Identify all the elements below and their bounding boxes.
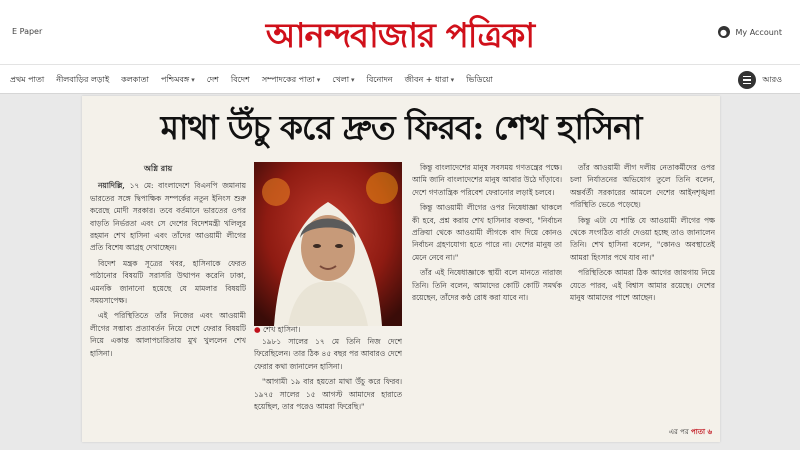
article-column-1 — [90, 162, 246, 438]
nav-item-label: বিনোদন — [366, 74, 393, 84]
chevron-down-icon: ▾ — [450, 75, 455, 84]
nav-item-label: পশ্চিমবঙ্গ — [160, 74, 190, 84]
nav-item-label: সম্পাদকের পাতা — [261, 74, 315, 84]
article-paragraph: তাঁর এই নিষেধাজ্ঞাকে স্থায়ী বলে মানতে নারাজ তিনি। তিনি বলেন, আমাদের কোটি কোটি সমর্থক রয়েছেন, তাঁদের কণ্ঠ রোধ করা যাবে না। — [412, 268, 562, 303]
nav-item[interactable] — [56, 74, 109, 87]
masthead-logo[interactable]: আনন্দবাজার পত্রিকা — [265, 16, 535, 56]
article-photo — [254, 162, 402, 326]
nav-item-label: নীলবাড়ির লড়াই — [56, 74, 110, 84]
article-paragraph: কিন্তু এটা যে শান্তি যে আওয়ামী লীগের পক্ষ থেকে সংগঠিত বার্তা দেওয়া হচ্ছে তাও জানালেন তিনি। শেখ হাসিনা বলেন, "কোনও অবস্থাতেই আমরা হিংসার পথে যাব না।" — [570, 215, 715, 262]
nav-item[interactable] — [10, 74, 44, 87]
epaper-article — [82, 96, 720, 442]
article-paragraph: বিদেশ মন্ত্রক সূত্রের খবর, হাসিনাকে ফেরত পাঠানোর বিষয়টি সরাসরি উত্থাপন করেনি ঢাকা, এমনকি জানানো হয়েছে যে মামলার বিষয়টি সময়সাপেক্ষ। — [90, 258, 246, 306]
chevron-down-icon: ▾ — [191, 75, 195, 84]
article-headline: মাথা উঁচু করে দ্রুত ফিরব: শেখ হাসিনা — [160, 108, 642, 147]
my-account-button[interactable] — [718, 26, 782, 38]
article-paragraph: ১৯৮১ সালের ১৭ মে তিনি নিজ দেশে ফিরেছিলেন। তার ঠিক ৪৫ বছর পর আবারও দেশে ফেরার কথা জানালেন হাসিনা। — [254, 337, 402, 371]
article-paragraph: নয়াদিল্লি, ১৭ মে: বাংলাদেশে বিএনপি জমানায় ভারতের সঙ্গে দ্বিপাক্ষিক সম্পর্কের নতুন ইনিংস শুরু করেছে মোদী সরকার। তবে বর্তমানে ভারতের ওপর বাড়তি নির্ভরতা এবং সে দেশের বিদেশমন্ত্রী খলিলুর রহমান শেখ হাসিনা এবং তাঁদের আওয়ামী লীগের প্রতি বিশেষ আগ্রহ দেখাচ্ছেন। — [90, 181, 246, 253]
my-account-label: My Account — [735, 27, 782, 37]
nav-item[interactable] — [207, 74, 219, 87]
nav-item[interactable] — [161, 74, 195, 87]
article-paragraph: কিন্তু বাংলাদেশের মানুষ সবসময় গণতন্ত্রের পক্ষে। আমি জানি বাংলাদেশের মানুষ আবার উঠে দাঁড়াবে। দেশে গণতান্ত্রিক পরিবেশ ফেরানোর লড়াই চলবে। — [412, 163, 562, 197]
nav-item-label: ভিডিয়ো — [466, 74, 493, 84]
article-paragraph: পরিস্থিতিকে আমরা ঠিক আগের জায়গায় নিয়ে যেতে পারব, এই বিশ্বাস আমার রয়েছে। দেশের মানুষ আমাদের পাশে আছেন। — [570, 268, 715, 303]
epaper-link[interactable]: E Paper — [12, 27, 43, 36]
nav-item[interactable] — [405, 74, 455, 87]
article-column-4 — [570, 162, 715, 438]
nav-item-label: জীবন + ধারা — [404, 74, 449, 84]
nav-items — [10, 65, 505, 95]
main-nav — [0, 64, 800, 94]
site-header — [0, 0, 800, 64]
nav-item-label: দেশ — [206, 74, 219, 84]
article-paragraph: তাঁর আওয়ামী লীগ দলীয় নেতাকর্মীদের ওপর চলা নির্যাতনের অভিযোগ তুলে তিনি বলেন, অন্তর্বর্তী সরকারের আমলে দেশের আইনশৃঙ্খলা পরিস্থিতি ভেঙে পড়েছে। — [570, 163, 715, 210]
dateline: নয়াদিল্লি, — [98, 181, 125, 191]
hamburger-icon — [738, 71, 756, 89]
nav-item-label: বিদেশ — [230, 74, 250, 84]
nav-item-label: খেলা — [332, 74, 350, 84]
caption-text: শেখ হাসিনা। — [262, 325, 301, 334]
chevron-down-icon: ▾ — [316, 75, 321, 84]
article-paragraph: কিন্তু আওয়ামী লীগের ওপর নিষেধাজ্ঞা থাকলে কী হবে, প্রশ্ন করায় শেখ হাসিনার বক্তব্য, "নির্বাচন প্রক্রিয়া থেকে আওয়ামী লীগকে বাদ দিয়ে কোনও নির্বাচন গ্রহণযোগ্য হতে পারে না। দেশের মানুষ তা মেনে নেবে না।" — [412, 203, 562, 262]
article-paragraph: এই পরিস্থিতিতে তাঁর নিজের এবং আওয়ামী লীগের সম্ভাব্য প্রত্যাবর্তন নিয়ে দেশে ফেরার বিষয়টি নিয়ে একান্ত আলাপচারিতায় মুখ খুললেন শেখ হাসিনা। — [90, 311, 246, 358]
nav-item[interactable] — [466, 74, 493, 87]
nav-item-label: কলকাতা — [121, 74, 149, 84]
nav-item[interactable] — [332, 74, 354, 87]
article-column-3 — [412, 162, 562, 438]
nav-item[interactable] — [121, 74, 149, 87]
more-menu-button[interactable] — [738, 71, 782, 89]
chevron-down-icon: ▾ — [351, 75, 355, 84]
continued-on-page[interactable]: এর পর পাতা ৬ — [668, 427, 712, 436]
nav-item-label: প্রথম পাতা — [10, 74, 45, 84]
nav-item[interactable] — [262, 74, 320, 87]
continued-page-number: পাতা ৬ — [690, 427, 712, 436]
user-icon: ● — [718, 26, 730, 38]
byline: অগ্নি রায় — [144, 163, 173, 173]
caption-bullet: ● — [254, 325, 261, 334]
article-column-2 — [254, 336, 402, 438]
article-paragraph: "আগামী ১৯ বার হয়তো মাথা উঁচু করে ফিরব। ১৯৭৫ সালের ১৫ আগস্ট আমাদের হারাতে হয়েছিল, তার পরেও আমরা ফিরেছি।" — [254, 377, 402, 412]
nav-item[interactable] — [231, 74, 250, 87]
more-menu-label: আরও — [762, 74, 782, 84]
portrait-image — [254, 162, 402, 326]
nav-item[interactable] — [367, 74, 393, 87]
